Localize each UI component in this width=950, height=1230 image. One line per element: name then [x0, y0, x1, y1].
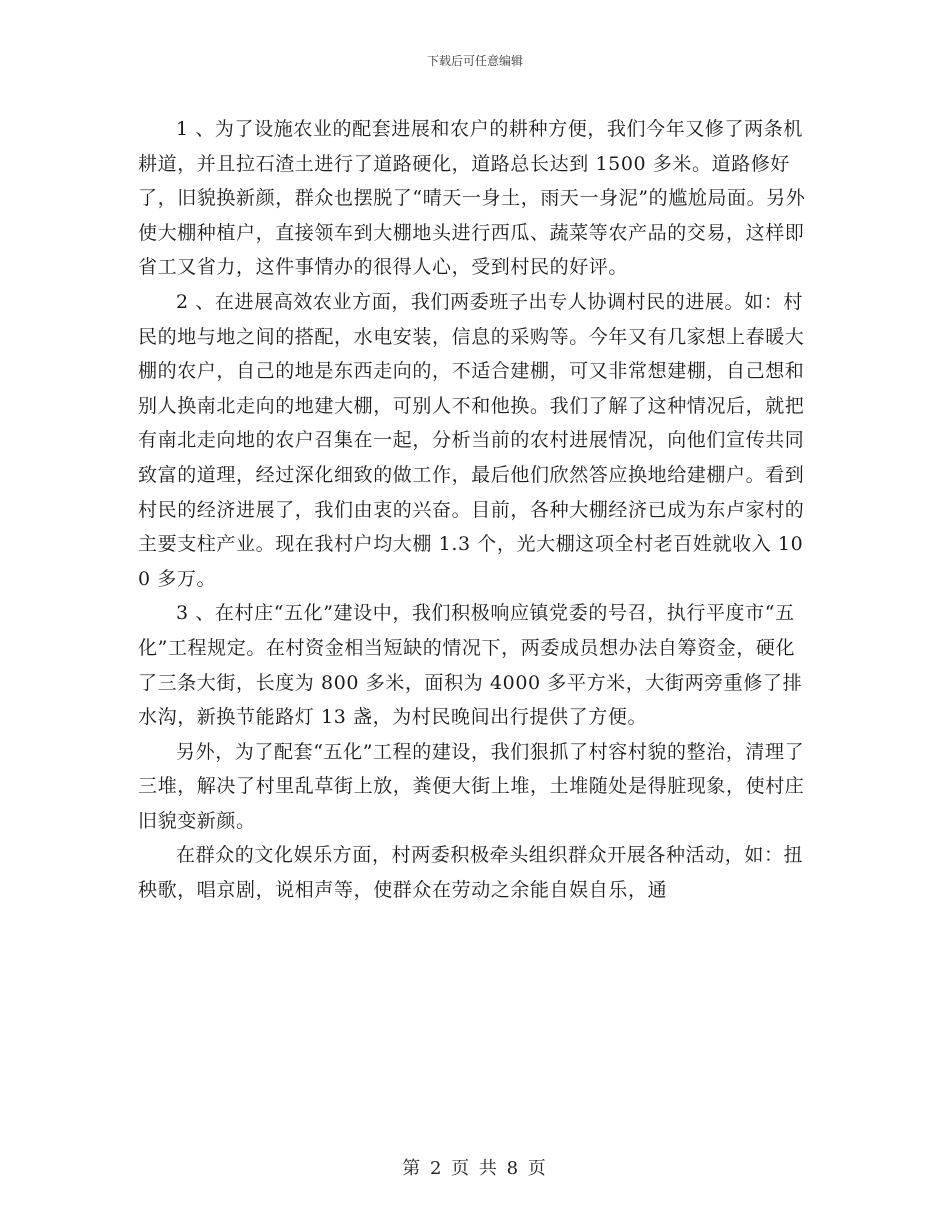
paragraph-3: 3 、在村庄“五化”建设中，我们积极响应镇党委的号召，执行平度市“五化”工程规定。在村资金相当短缺的情况下，两委成员想办法自筹资金，硬化了三条大街，长度为 800 多米，面积为 4000 多平方米，大街两旁重修了排水沟，新换节能路灯 13 盏，为村民晚间出行提供了方便。: [138, 602, 803, 729]
page-header: 下载后可任意编辑: [426, 54, 523, 68]
paragraph-2: 2 、在进展高效农业方面，我们两委班子出专人协调村民的进展。如：村民的地与地之间的搭配，水电安装，信息的采购等。今年又有几家想上春暖大棚的农户，自己的地是东西走向的，不适合建棚，可又非常想建棚，自己想和别人换南北走向的地建大棚，可别人不和他换。我们了解了这种情况后，就把有南北走向地的农户召集在一起，分析当前的农村进展情况，向他们宣传共同致富的道理，经过深化细致的做工作，最后他们欣然答应换地给建棚户。看到村民的经济进展了，我们由衷的兴奋。目前，各种大棚经济已成为东卢家村的主要支柱产业。现在我村户均大棚 1.3 个，光大棚这项全村老百姓就收入 100 多万。: [138, 290, 805, 590]
page-number-footer: 第 2 页 共 8 页: [402, 1158, 548, 1179]
paragraph-4: 另外，为了配套“五化”工程的建设，我们狠抓了村容村貌的整治，清理了三堆，解决了村里乱草街上放，粪便大街上堆，土堆随处是得脏现象，使村庄旧貌变新颜。: [138, 740, 805, 832]
document-body: [138, 112, 808, 908]
paragraph-1: 1 、为了设施农业的配套进展和农户的耕种方便，我们今年又修了两条机耕道，并且拉石渣土进行了道路硬化，道路总长达到 1500 多米。道路修好了，旧貌换新颜，群众也摆脱了“晴天一身土，雨天一身泥”的尴尬局面。另外使大棚种植户，直接领车到大棚地头进行西瓜、蔬菜等农产品的交易，这样即省工又省力，这件事情办的很得人心，受到村民的好评。: [138, 118, 806, 279]
paragraph-5: 在群众的文化娱乐方面，村两委积极牵头组织群众开展各种活动，如：扭秧歌，唱京剧，说相声等，使群众在劳动之余能自娱自乐，通: [138, 844, 804, 902]
